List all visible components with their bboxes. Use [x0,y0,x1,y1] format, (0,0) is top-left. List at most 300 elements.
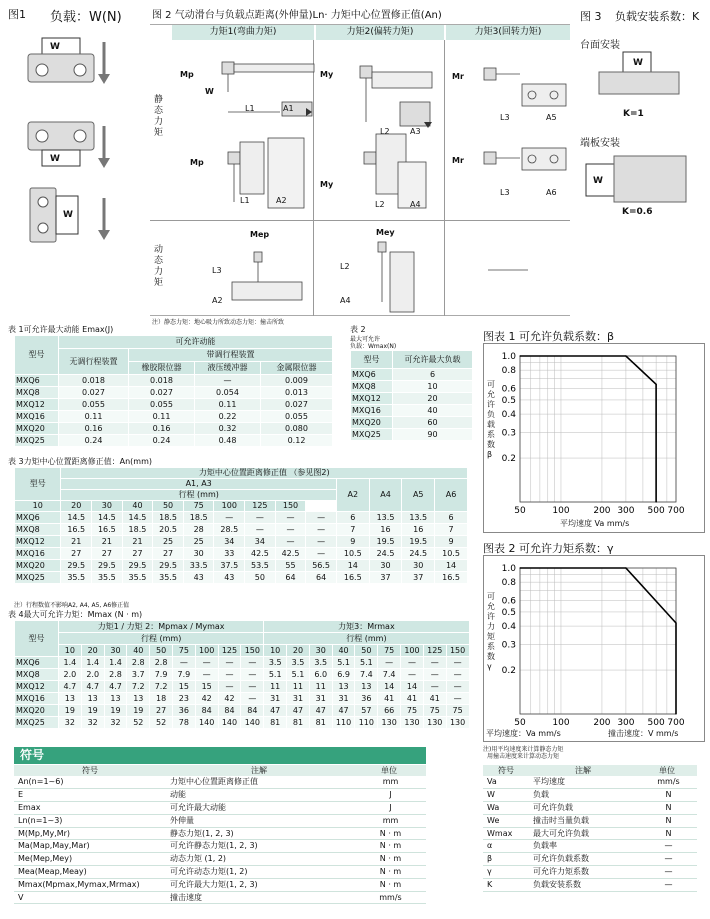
y-tick-label: 0.5 [501,395,516,406]
t2-h-model: 型号 [351,351,393,369]
sr-cell: α [483,840,529,853]
table-row [15,681,470,693]
t4-cell: — [378,657,401,669]
t4-stroke-header: 20 [287,645,310,657]
t1-cell: MXQ16 [15,411,59,423]
fig2-mr-2: Mr [452,156,464,165]
t2-cell: 40 [393,405,473,417]
t3-cell: 29.5 [122,560,153,572]
t3-cell: 13.5 [369,512,402,524]
t2-cell: 10 [393,381,473,393]
t4-cell: 5.1 [332,657,355,669]
t4-cell: 75 [401,705,424,717]
sr-cell: — [637,878,697,891]
t3-cell: 64 [306,572,337,584]
t4-cell: 66 [378,705,401,717]
t3-cell: 10.5 [435,548,468,560]
table-row [14,814,426,827]
sl-cell: 动态力矩 (1, 2) [166,853,352,866]
sl-cell: 可允许静态力矩(1, 2, 3) [166,840,352,853]
t1-cell: 0.22 [195,411,261,423]
t4-stroke-header: 10 [264,645,287,657]
y-tick-label: 0.8 [501,366,516,377]
t4-cell: 41 [378,693,401,705]
t2-cell: 20 [393,393,473,405]
t4-cell: MXQ16 [15,693,59,705]
t3-cell: 35.5 [122,572,153,584]
x-tick-label: 200 [593,718,611,728]
t3-cell: MXQ25 [15,572,61,584]
fig2-diagrams [170,42,570,314]
table-row [15,375,333,387]
t3-cell: 19.5 [369,536,402,548]
t4-cell: MXQ8 [15,669,59,681]
table-row [14,866,426,879]
t4-cell: 41 [423,693,446,705]
t4-stroke-header: 100 [195,645,218,657]
table-row [483,866,697,879]
t3-cell: 16.5 [61,524,92,536]
data-point [675,713,676,714]
t3-h-a2: A2 [336,479,369,512]
t3-h-stroke: 行程 (mm) [61,490,336,501]
t2-cell: 6 [393,369,473,381]
y-tick-label: 0.6 [501,596,516,607]
symbols-heading: 符号 [14,747,426,764]
t1-cell: 0.055 [129,399,195,411]
fig2-a3: A3 [410,127,421,136]
t4-stroke-header: 150 [446,645,469,657]
t3-h-a4: A4 [369,479,402,512]
fig1-illustrations [20,30,130,270]
chart2-note2: 用撞击速度来计算动态力矩 [487,753,560,760]
t2-cell: MXQ16 [351,405,393,417]
series-line [520,356,656,502]
t3-stroke-header: 150 [275,501,306,512]
sl-cell: N · m [352,840,426,853]
t4-cell: 19 [59,705,82,717]
table-row [15,423,333,435]
sr-cell: Wmax [483,827,529,840]
fig2-a4: A4 [410,200,421,209]
data-point [625,567,626,568]
sl-cell: 撞击速度 [166,891,352,904]
t4-cell: 47 [287,705,310,717]
sr-cell: — [637,853,697,866]
sr-cell: γ [483,866,529,879]
t3-cell: 19.5 [402,536,435,548]
t4-stroke-header: 75 [172,645,195,657]
table-row [351,429,473,441]
t4-cell: 36 [172,705,195,717]
t3-cell: — [214,512,245,524]
t3-cell: 24.5 [369,548,402,560]
table-row [15,512,468,524]
chart2-xlabel2: 撞击速度：V mm/s [608,729,679,738]
t4-h-g2: 力矩3：Mrmax [264,621,469,633]
data-point [625,355,626,356]
x-tick-label: 50 [514,718,526,728]
t4-cell: 81 [309,717,332,729]
t3-h-model: 型号 [15,468,61,501]
y-tick-label: 0.2 [501,666,516,677]
t4-cell: 3.5 [287,657,310,669]
t1-cell: 0.11 [129,411,195,423]
sl-cell: 可允许最大力矩(1, 2, 3) [166,878,352,891]
fig2-col3: 力矩3(回转力矩) [446,25,570,40]
chart2-note1: 注)用平均速度来计算静态力矩 [483,746,564,753]
table3 [14,467,468,584]
fig2-row-dynamic: 动态力矩 [154,245,164,288]
t3-cell: 55 [275,560,306,572]
t4-cell: — [241,693,264,705]
t4-cell: 84 [241,705,264,717]
table-row [15,705,470,717]
fig2-a4-2: A4 [340,296,351,305]
t4-cell: 3.7 [127,669,150,681]
table2-subtitle1: 最大可允许 [350,336,381,343]
t3-cell: 18.5 [153,512,184,524]
t4-cell: — [446,693,469,705]
t3-cell: — [306,524,337,536]
x-tick-label: 100 [552,506,570,516]
t3-stroke-header: 125 [245,501,276,512]
t3-cell: 16.5 [92,524,123,536]
chart2-xlabel1: 平均速度：Va mm/s [486,729,561,738]
x-tick-label: 700 [667,718,685,728]
t4-cell: 81 [264,717,287,729]
fig1-block-label-2: W [50,154,60,164]
t3-cell: MXQ16 [15,548,61,560]
t4-cell: 84 [195,705,218,717]
t4-cell: 42 [218,693,241,705]
y-tick-label: 0.6 [501,384,516,395]
t3-stroke-header: 50 [153,501,184,512]
t3-h-a13: A1, A3 [61,479,336,490]
symbols-left-table [14,765,426,904]
fig2-l1-2: L1 [240,196,250,205]
t1-h-with: 带调行程装置 [129,349,333,362]
table-row [483,827,697,840]
t2-cell: MXQ20 [351,417,393,429]
table-row [15,536,468,548]
sl-cell: N · m [352,878,426,891]
t4-cell: 110 [355,717,378,729]
t3-cell: 34 [214,536,245,548]
table2-subtitle2: 负载：Wmax(N) [350,343,397,350]
x-tick-label: 100 [552,718,570,728]
t3-cell: 7 [336,524,369,536]
t4-cell: 11 [309,681,332,693]
t4-cell: 42 [195,693,218,705]
t3-cell: 14 [336,560,369,572]
sl-cell: 可允许动态力矩(1, 2) [166,866,352,879]
table-row [14,789,426,802]
y-tick-label: 0.3 [501,640,516,651]
sl-cell: J [352,802,426,815]
t1-h-none: 无调行程装置 [59,349,129,375]
t4-cell: — [195,657,218,669]
t4-cell: — [446,657,469,669]
fig1-block-label-3: W [63,210,73,220]
fig3-title: 图 3 [580,10,602,23]
chart2-ylabel: 可允许力矩系数 γ [487,592,495,671]
t4-cell: 47 [332,705,355,717]
fig2-mr: Mr [452,72,464,81]
fig2-l2-2: L2 [375,200,385,209]
table-row [15,560,468,572]
t4-cell: 15 [195,681,218,693]
t3-cell: 27 [92,548,123,560]
t3-stroke-header: 20 [61,501,92,512]
t4-cell: 19 [127,705,150,717]
table-row [483,878,697,891]
t1-cell: 0.055 [59,399,129,411]
table-row [15,435,333,447]
t3-cell: 29.5 [92,560,123,572]
t4-cell: — [195,669,218,681]
sl-cell: Emax [14,802,166,815]
t3-cell: 27 [153,548,184,560]
fig2-w: W [205,87,214,96]
t4-cell: 13 [332,681,355,693]
t1-cell: 0.24 [129,435,195,447]
t4-cell: 4.7 [104,681,127,693]
sr-cell: We [483,814,529,827]
t3-cell: 43 [214,572,245,584]
t4-cell: 47 [309,705,332,717]
fig3-k1: K=1 [623,109,644,119]
t3-cell: 16.5 [336,572,369,584]
t4-stroke-header: 50 [150,645,173,657]
t4-cell: 7.2 [150,681,173,693]
sl-h-unit: 单位 [352,765,426,776]
fig1-title: 图1 [8,8,26,21]
t4-cell: 31 [309,693,332,705]
fig3-case2: 端板安装 [580,138,620,149]
t1-cell: 0.013 [261,387,333,399]
t3-cell: 9 [336,536,369,548]
t2-cell: 90 [393,429,473,441]
fig2-a5: A5 [546,113,557,122]
t1-h-metal: 金属限位器 [261,362,333,375]
fig2-a2: A2 [276,196,287,205]
t2-cell: MXQ6 [351,369,393,381]
t4-cell: 13 [59,693,82,705]
t4-cell: 75 [446,705,469,717]
table-row [15,572,468,584]
t4-cell: 130 [446,717,469,729]
table4 [14,620,470,729]
sl-cell: Mea(Meap,Meay) [14,866,166,879]
sr-cell: N [637,802,697,815]
table-row [15,717,470,729]
t3-cell: MXQ6 [15,512,61,524]
y-tick-label: 0.4 [501,410,516,421]
t4-cell: — [401,669,424,681]
t3-cell: 30 [369,560,402,572]
t3-cell: MXQ8 [15,524,61,536]
t4-cell: — [218,681,241,693]
table-row [14,878,426,891]
t1-h-group: 可允许动能 [59,336,333,349]
t4-cell: 15 [172,681,195,693]
fig2-col2: 力矩2(偏转力矩) [316,25,444,40]
fig2-l2-3: L2 [340,262,350,271]
t3-cell: 33.5 [183,560,214,572]
t4-cell: 130 [378,717,401,729]
t1-cell: 0.11 [195,399,261,411]
t3-stroke-header: 100 [214,501,245,512]
y-tick-label: 0.3 [501,428,516,439]
t3-cell: — [275,536,306,548]
t3-cell: 37 [402,572,435,584]
t3-h-a5: A5 [402,479,435,512]
t4-stroke-header: 100 [401,645,424,657]
t4-cell: 36 [355,693,378,705]
t4-h-g1: 力矩1 / 力矩 2：Mpmax / Mymax [59,621,264,633]
x-tick-label: 300 [617,718,635,728]
t1-cell: 0.055 [261,411,333,423]
t1-cell: 0.48 [195,435,261,447]
sr-cell: — [637,866,697,879]
t3-cell: 30 [183,548,214,560]
t4-cell: MXQ20 [15,705,59,717]
t3-cell: 30 [402,560,435,572]
table-row [483,789,697,802]
series-line [520,568,676,714]
t4-h-model: 型号 [15,621,59,657]
fig2-col1: 力矩1(弯曲力矩) [172,25,314,40]
sl-cell: 动能 [166,789,352,802]
t3-cell: 24.5 [402,548,435,560]
t4-stroke-header: 150 [241,645,264,657]
t1-cell: 0.11 [59,411,129,423]
fig2-l3-2: L3 [500,188,510,197]
fig2-my-2: My [320,180,334,189]
t4-cell: 130 [401,717,424,729]
t4-h-stroke1: 行程 (mm) [59,633,264,645]
t3-cell: 14 [435,560,468,572]
fig3-block-1: W [633,58,643,68]
t4-cell: — [401,657,424,669]
t4-cell: 5.1 [264,669,287,681]
table-row [15,657,470,669]
x-tick-label: 700 [667,506,685,516]
chart1-ylabel: 可允许负载系数 β [487,380,495,459]
table-row [483,814,697,827]
t1-cell: 0.027 [59,387,129,399]
chart2-svg [484,556,704,741]
x-tick-label: 50 [514,506,526,516]
t4-cell: 13 [81,693,104,705]
t4-cell: — [172,657,195,669]
t4-cell: 81 [287,717,310,729]
t3-cell: 18.5 [122,524,153,536]
table3-note: 注）行程数值不影响A2, A4, A5, A6修正值 [14,602,130,609]
sr-cell: — [637,840,697,853]
t3-cell: 25 [153,536,184,548]
sl-cell: 静态力矩(1, 2, 3) [166,827,352,840]
t4-cell: 140 [241,717,264,729]
t4-cell: 7.4 [355,669,378,681]
t3-cell: 21 [61,536,92,548]
table-row [15,387,333,399]
t3-cell: 27 [61,548,92,560]
t1-cell: MXQ8 [15,387,59,399]
t1-cell: MXQ12 [15,399,59,411]
table4-title: 表 4最大可允许力矩：Mmax (N · m) [8,610,143,619]
t4-cell: 3.5 [309,657,332,669]
table-row [483,840,697,853]
t3-stroke-header: 40 [122,501,153,512]
sl-cell: Ln(n=1~3) [14,814,166,827]
t4-cell: 4.7 [59,681,82,693]
t3-cell: 9 [435,536,468,548]
t4-cell: — [423,669,446,681]
t4-cell: 7.9 [172,669,195,681]
t3-cell: 64 [275,572,306,584]
t3-cell: 7 [435,524,468,536]
y-tick-label: 0.2 [501,454,516,465]
t3-cell: 35.5 [61,572,92,584]
t4-cell: 3.5 [264,657,287,669]
sr-cell: 负载率 [529,840,637,853]
table-row [483,802,697,815]
sl-cell: N · m [352,827,426,840]
sr-h-symbol: 符号 [483,765,529,776]
fig1-subtitle: 负载：W(N) [50,10,122,25]
symbols-right-table [483,765,697,892]
sr-cell: mm/s [637,776,697,789]
table-row [14,776,426,789]
t4-cell: 4.7 [81,681,104,693]
table-row [14,802,426,815]
t3-cell: 6 [336,512,369,524]
t3-cell: 16 [369,524,402,536]
sr-cell: 负载 [529,789,637,802]
t4-stroke-header: 50 [355,645,378,657]
t4-stroke-header: 125 [218,645,241,657]
t4-cell: 2.8 [150,657,173,669]
sr-cell: W [483,789,529,802]
t4-cell: 75 [423,705,446,717]
table-row [351,381,473,393]
table-row [14,840,426,853]
sl-cell: M(Mp,My,Mr) [14,827,166,840]
t4-cell: 5.1 [287,669,310,681]
t3-cell: 43 [183,572,214,584]
sl-cell: J [352,789,426,802]
fig1-block-label: W [50,42,60,52]
y-tick-label: 0.5 [501,607,516,618]
t3-cell: 16.5 [435,572,468,584]
t4-cell: 7.4 [378,669,401,681]
t3-cell: 34 [245,536,276,548]
table1 [14,335,333,447]
table-row [14,827,426,840]
t4-cell: 52 [150,717,173,729]
t4-cell: 13 [127,693,150,705]
fig2-mp-2: Mp [190,158,204,167]
t3-cell: 25 [183,536,214,548]
t4-cell: — [241,657,264,669]
table-row [483,853,697,866]
t3-cell: 37 [369,572,402,584]
sl-cell: Me(Mep,Mey) [14,853,166,866]
t1-cell: 0.16 [59,423,129,435]
t3-cell: — [306,536,337,548]
